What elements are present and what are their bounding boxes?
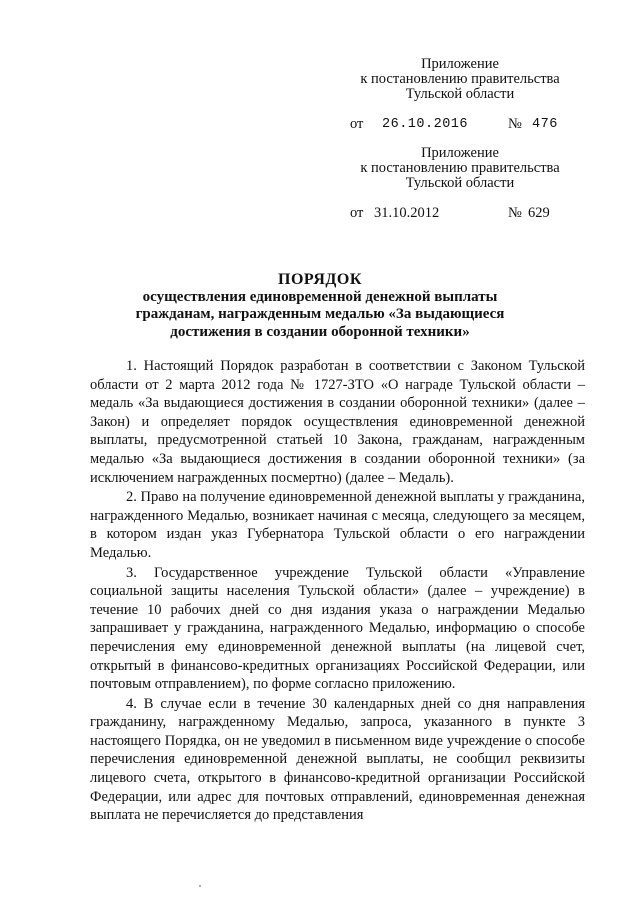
appendix-region-line: Тульской области: [405, 175, 515, 191]
document-title: [60, 271, 580, 341]
paragraph-3: 3. Государственное учреждение Тульской области «Управление социальной защиты населения Тульской области» (далее – учреждение) в течение 10 рабочих дней со дня издания указа о награждении Медалью запрашивает у гражданина, награжденного Медалью, информацию о способе перечисления ему единовременной денежной выплаты (на лицевой счет, открытый в финансово-кредитных организациях Российской Федерации, или почтовым отправлением), по форме согласно приложению.: [90, 564, 585, 693]
decree-number: 629: [528, 205, 550, 221]
appendix-header-old: [350, 146, 570, 191]
decree-number: 476: [532, 117, 558, 132]
date-label: от: [350, 116, 364, 132]
title-line-2: гражданам, награжденным медалью «За выдающиеся: [135, 306, 505, 322]
appendix-region-line: Тульской области: [405, 86, 515, 102]
paragraph-2: 2. Право на получение единовременной денежной выплаты у гражданина, награжденного Медалью, возникает начиная с месяца, следующего за месяцем, в котором издан указ Губернатора Тульской области о его награждении Медалью.: [90, 489, 585, 561]
appendix-label: Приложение: [421, 56, 499, 72]
title-heading: ПОРЯДОК: [278, 271, 362, 288]
appendix-label: Приложение: [421, 145, 499, 161]
decree-date: 31.10.2012: [374, 205, 440, 221]
title-line-3: достижения в создании оборонной техники»: [170, 323, 470, 340]
date-label: от: [350, 205, 364, 221]
appendix-decree-line: к постановлению правительства: [360, 71, 560, 87]
number-label: №: [508, 116, 522, 132]
scan-speck: [199, 885, 201, 887]
document-body: [90, 357, 585, 825]
appendix-decree-line: к постановлению правительства: [360, 160, 560, 176]
appendix-header-new: [350, 57, 570, 102]
paragraph-4: 4. В случае если в течение 30 календарных дней со дня направления гражданину, награжденному Медалью, запроса, указанного в пункте 3 настоящего Порядка, он не уведомил в письменном виде учреждение о способе перечисления единовременной денежной выплаты, не сообщил реквизиты лицевого счета, открытого в финансово-кредитной организации Российской Федерации, или адрес для почтовых отправлений, единовременная денежная выплата не перечисляется до представления: [90, 695, 585, 824]
decree-date: 26.10.2016: [382, 117, 469, 132]
title-line-1: осуществления единовременной денежной выплаты: [142, 288, 498, 305]
paragraph-1: 1. Настоящий Порядок разработан в соответствии с Законом Тульской области от 2 марта 2012 года № 1727-ЗТО «О награде Тульской области – медаль «За выдающиеся достижения в создании оборонной техники» (далее – Закон) и определяет порядок осуществления единовременной денежной выплаты, предусмотренной статьей 10 Закона, гражданам, награжденным медалью «За выдающиеся достижения в создании оборонной техники» (за исключением награжденных посмертно) (далее – Медаль).: [90, 358, 585, 486]
number-label: №: [508, 205, 522, 221]
